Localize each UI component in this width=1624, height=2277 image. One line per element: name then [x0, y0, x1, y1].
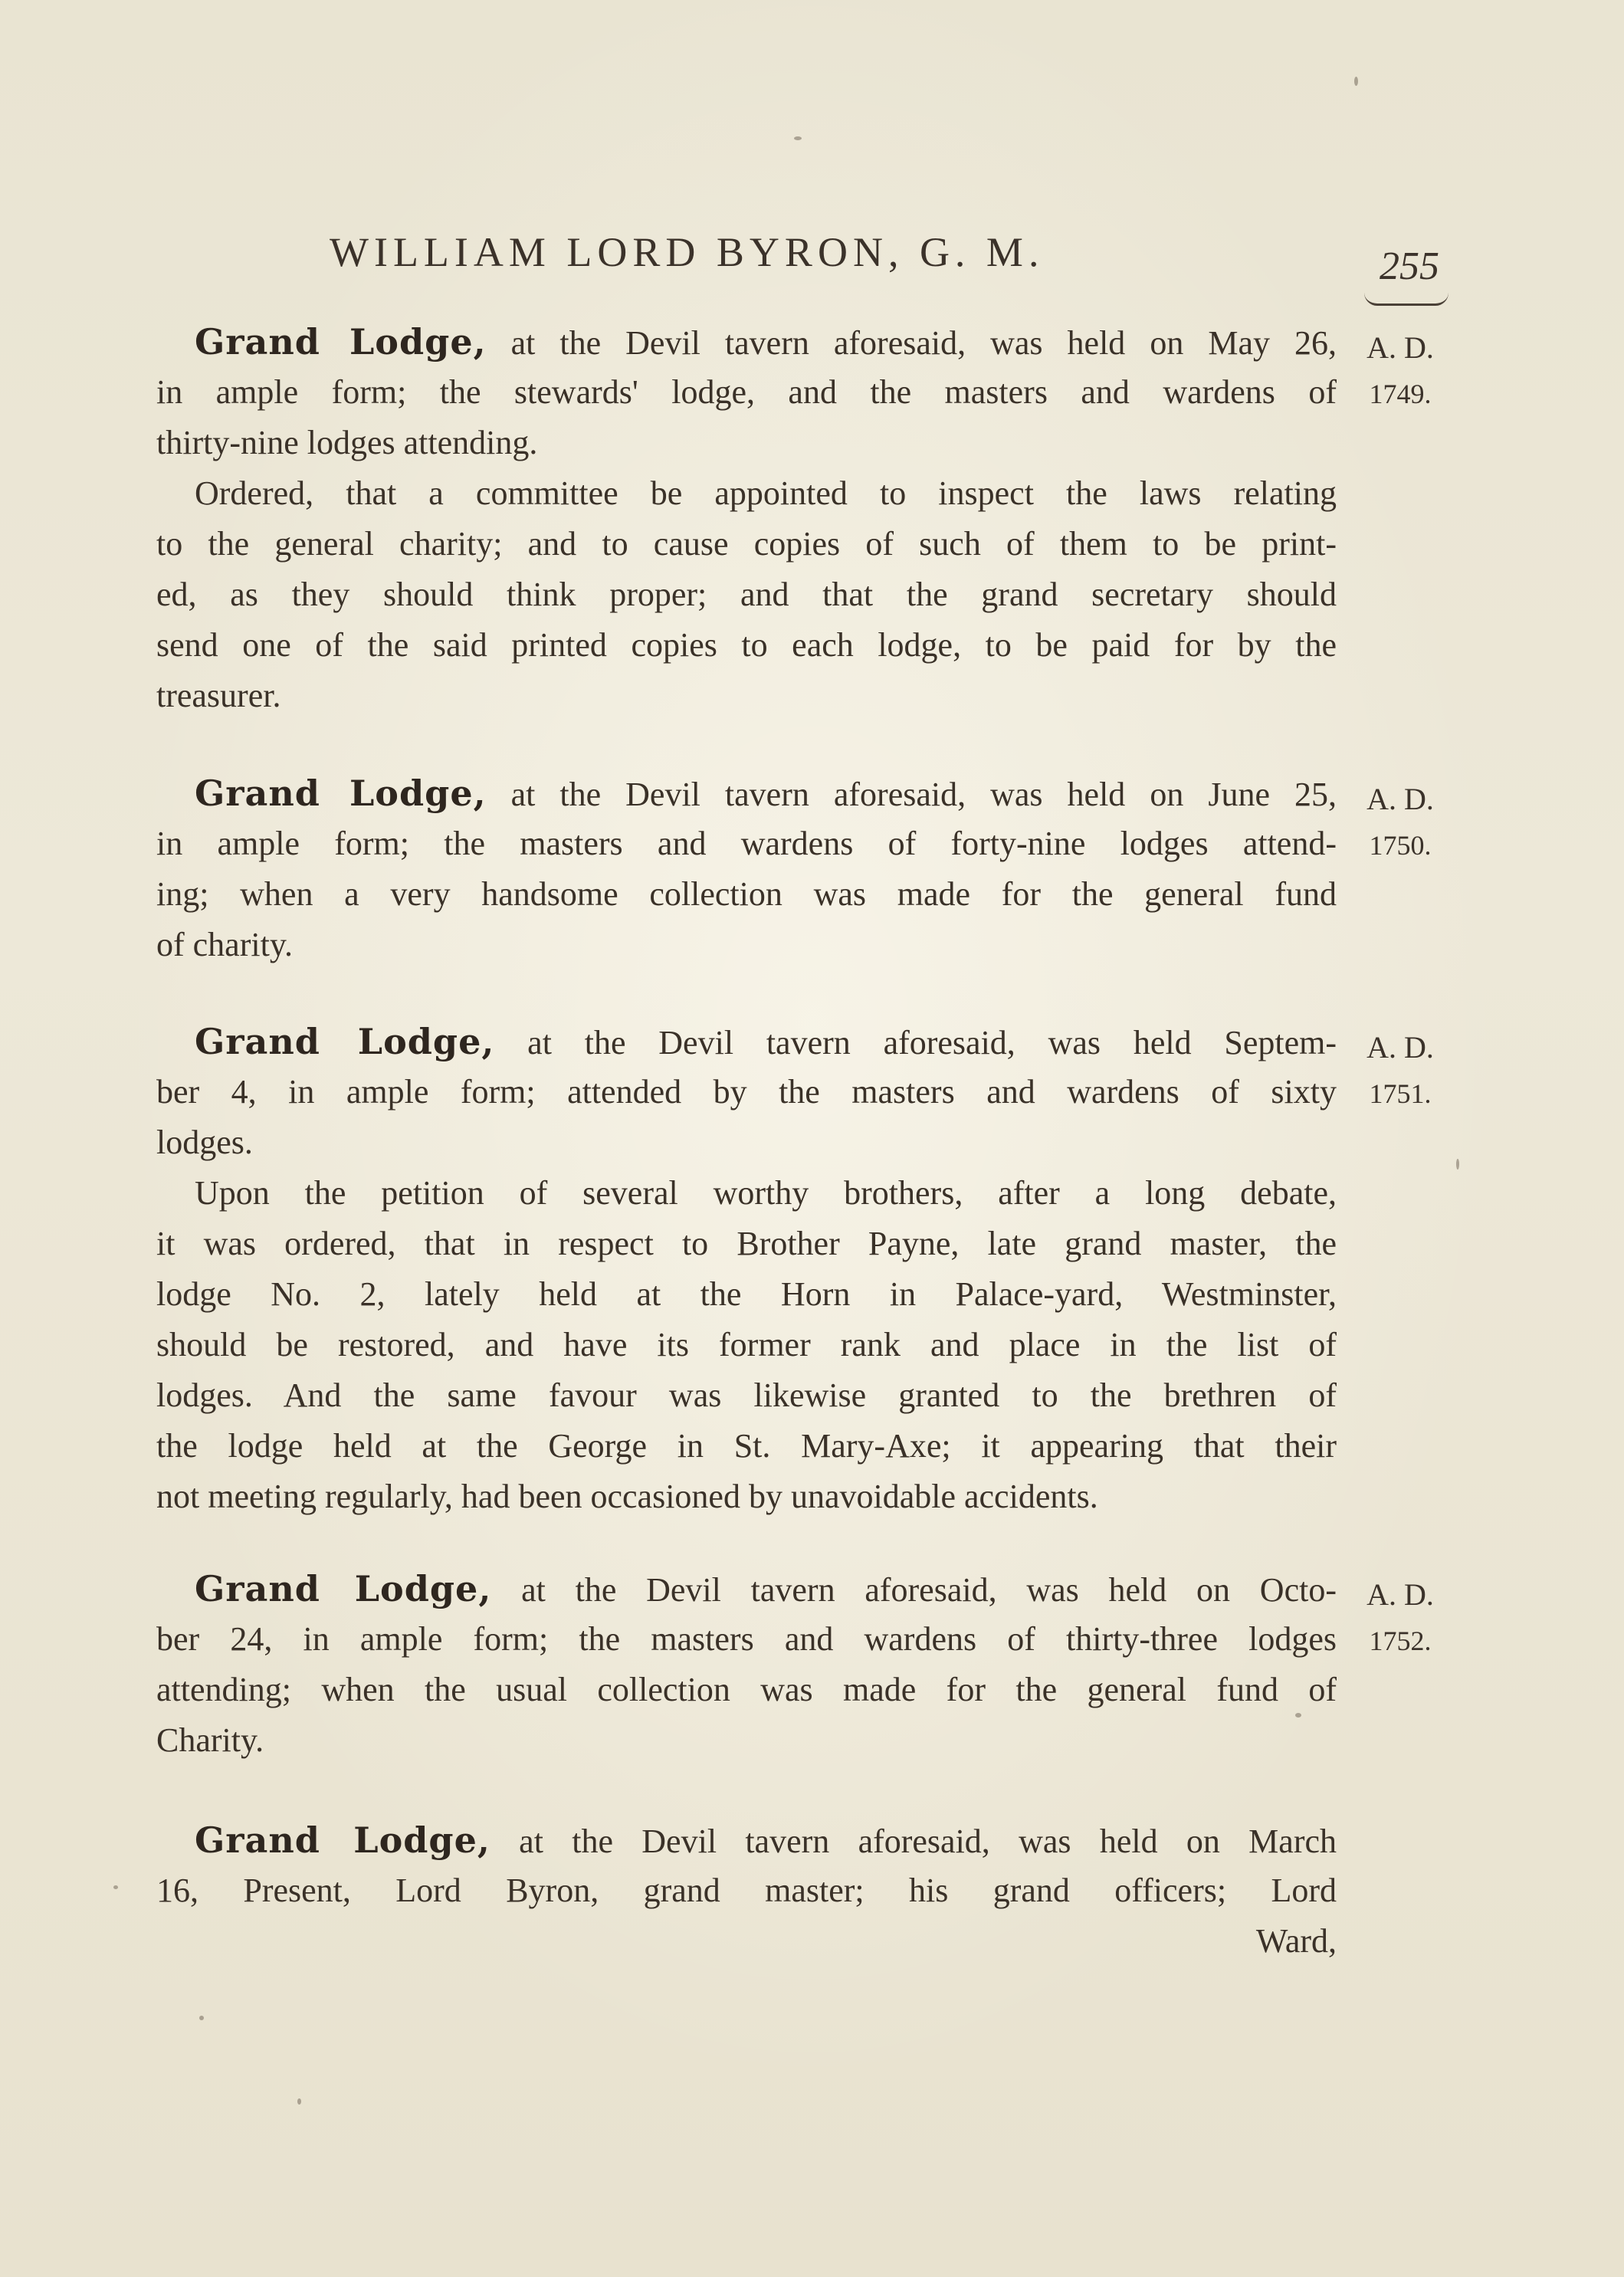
page-number: 255: [1380, 244, 1439, 288]
paper-speck: [794, 136, 802, 140]
text-line: Grand Lodge, at the Devil tavern aforesaid, was held on May 26,: [195, 321, 1337, 363]
page-number-underline: [1364, 293, 1448, 306]
entry-1750: [156, 768, 1337, 970]
text-line: ed, as they should think proper; and that the grand secretary should: [156, 576, 1337, 613]
margin-ad: A. D.: [1366, 782, 1434, 816]
margin-year: 1750.: [1369, 830, 1432, 861]
text-line: Upon the petition of several worthy brothers, after a long debate,: [195, 1174, 1337, 1212]
text-line: to the general charity; and to cause copies of such of them to be print-: [156, 525, 1337, 563]
blackletter-heading: Grand Lodge,: [195, 1819, 490, 1861]
blackletter-heading: Grand Lodge,: [195, 321, 487, 363]
text-line: Grand Lodge, at the Devil tavern aforesaid, was held on March: [195, 1819, 1337, 1861]
margin-year: 1752.: [1369, 1626, 1432, 1656]
text-line: of charity.: [156, 926, 293, 963]
text-line: attending; when the usual collection was made for the general fund of: [156, 1671, 1337, 1708]
margin-date-1752: [1350, 1572, 1450, 1664]
text-line: ber 24, in ample form; the masters and wardens of thirty-three lodges: [156, 1620, 1337, 1658]
entry-1751: [156, 1016, 1337, 1522]
margin-date-1750: [1350, 776, 1450, 868]
text-line: 16, Present, Lord Byron, grand master; his grand officers; Lord: [156, 1872, 1337, 1909]
text-line: Ordered, that a committee be appointed to inspect the laws relating: [195, 474, 1337, 512]
text-line: ber 4, in ample form; attended by the masters and wardens of sixty: [156, 1073, 1337, 1111]
text-line: ing; when a very handsome collection was made for the general fund: [156, 875, 1337, 913]
paper-speck: [1456, 1159, 1459, 1170]
blackletter-heading: Grand Lodge,: [195, 773, 487, 814]
text-line: in ample form; the masters and wardens of forty-nine lodges attend-: [156, 825, 1337, 862]
text-line: Grand Lodge, at the Devil tavern aforesaid, was held on June 25,: [195, 773, 1337, 814]
margin-ad: A. D.: [1366, 1577, 1434, 1612]
text-line: send one of the said printed copies to each lodge, to be paid for by the: [156, 626, 1337, 664]
text-line: lodge No. 2, lately held at the Horn in Palace-yard, Westminster,: [156, 1275, 1337, 1313]
text-line: it was ordered, that in respect to Brother Payne, late grand master, the: [156, 1225, 1337, 1262]
text-line: Grand Lodge, at the Devil tavern aforesaid, was held on Octo-: [195, 1568, 1337, 1609]
catchword: Ward,: [1255, 1922, 1337, 1960]
text-line: should be restored, and have its former rank and place in the list of: [156, 1326, 1337, 1363]
margin-date-1751: [1350, 1025, 1450, 1117]
text-line: lodges.: [156, 1124, 253, 1161]
entry-1752: [156, 1563, 1337, 1766]
entry-march-16: [156, 1815, 1337, 1967]
text-line: Grand Lodge, at the Devil tavern aforesaid, was held Septem-: [195, 1021, 1337, 1062]
paper-speck: [297, 2098, 301, 2105]
margin-ad: A. D.: [1366, 1030, 1434, 1065]
margin-year: 1749.: [1369, 379, 1432, 409]
text-line: the lodge held at the George in St. Mary-Axe; it appearing that their: [156, 1427, 1337, 1465]
text-line: Charity.: [156, 1721, 264, 1759]
text-line: not meeting regularly, had been occasioned by unavoidable accidents.: [156, 1478, 1098, 1515]
margin-date-1749: [1350, 325, 1450, 417]
paper-speck: [199, 2016, 204, 2020]
blackletter-heading: Grand Lodge,: [195, 1021, 495, 1062]
entry-1749: [156, 317, 1337, 721]
text-line: treasurer.: [156, 677, 281, 714]
paper-speck: [1295, 1713, 1301, 1718]
running-title: WILLIAM LORD BYRON, G. M.: [330, 229, 1045, 275]
margin-ad: A. D.: [1366, 330, 1434, 365]
text-line: in ample form; the stewards' lodge, and the masters and wardens of: [156, 373, 1337, 411]
paper-speck: [1354, 77, 1358, 86]
text-line: thirty-nine lodges attending.: [156, 424, 538, 461]
text-line: lodges. And the same favour was likewise granted to the brethren of: [156, 1376, 1337, 1414]
paper-speck: [113, 1885, 118, 1889]
margin-year: 1751.: [1369, 1078, 1432, 1109]
blackletter-heading: Grand Lodge,: [195, 1568, 492, 1609]
